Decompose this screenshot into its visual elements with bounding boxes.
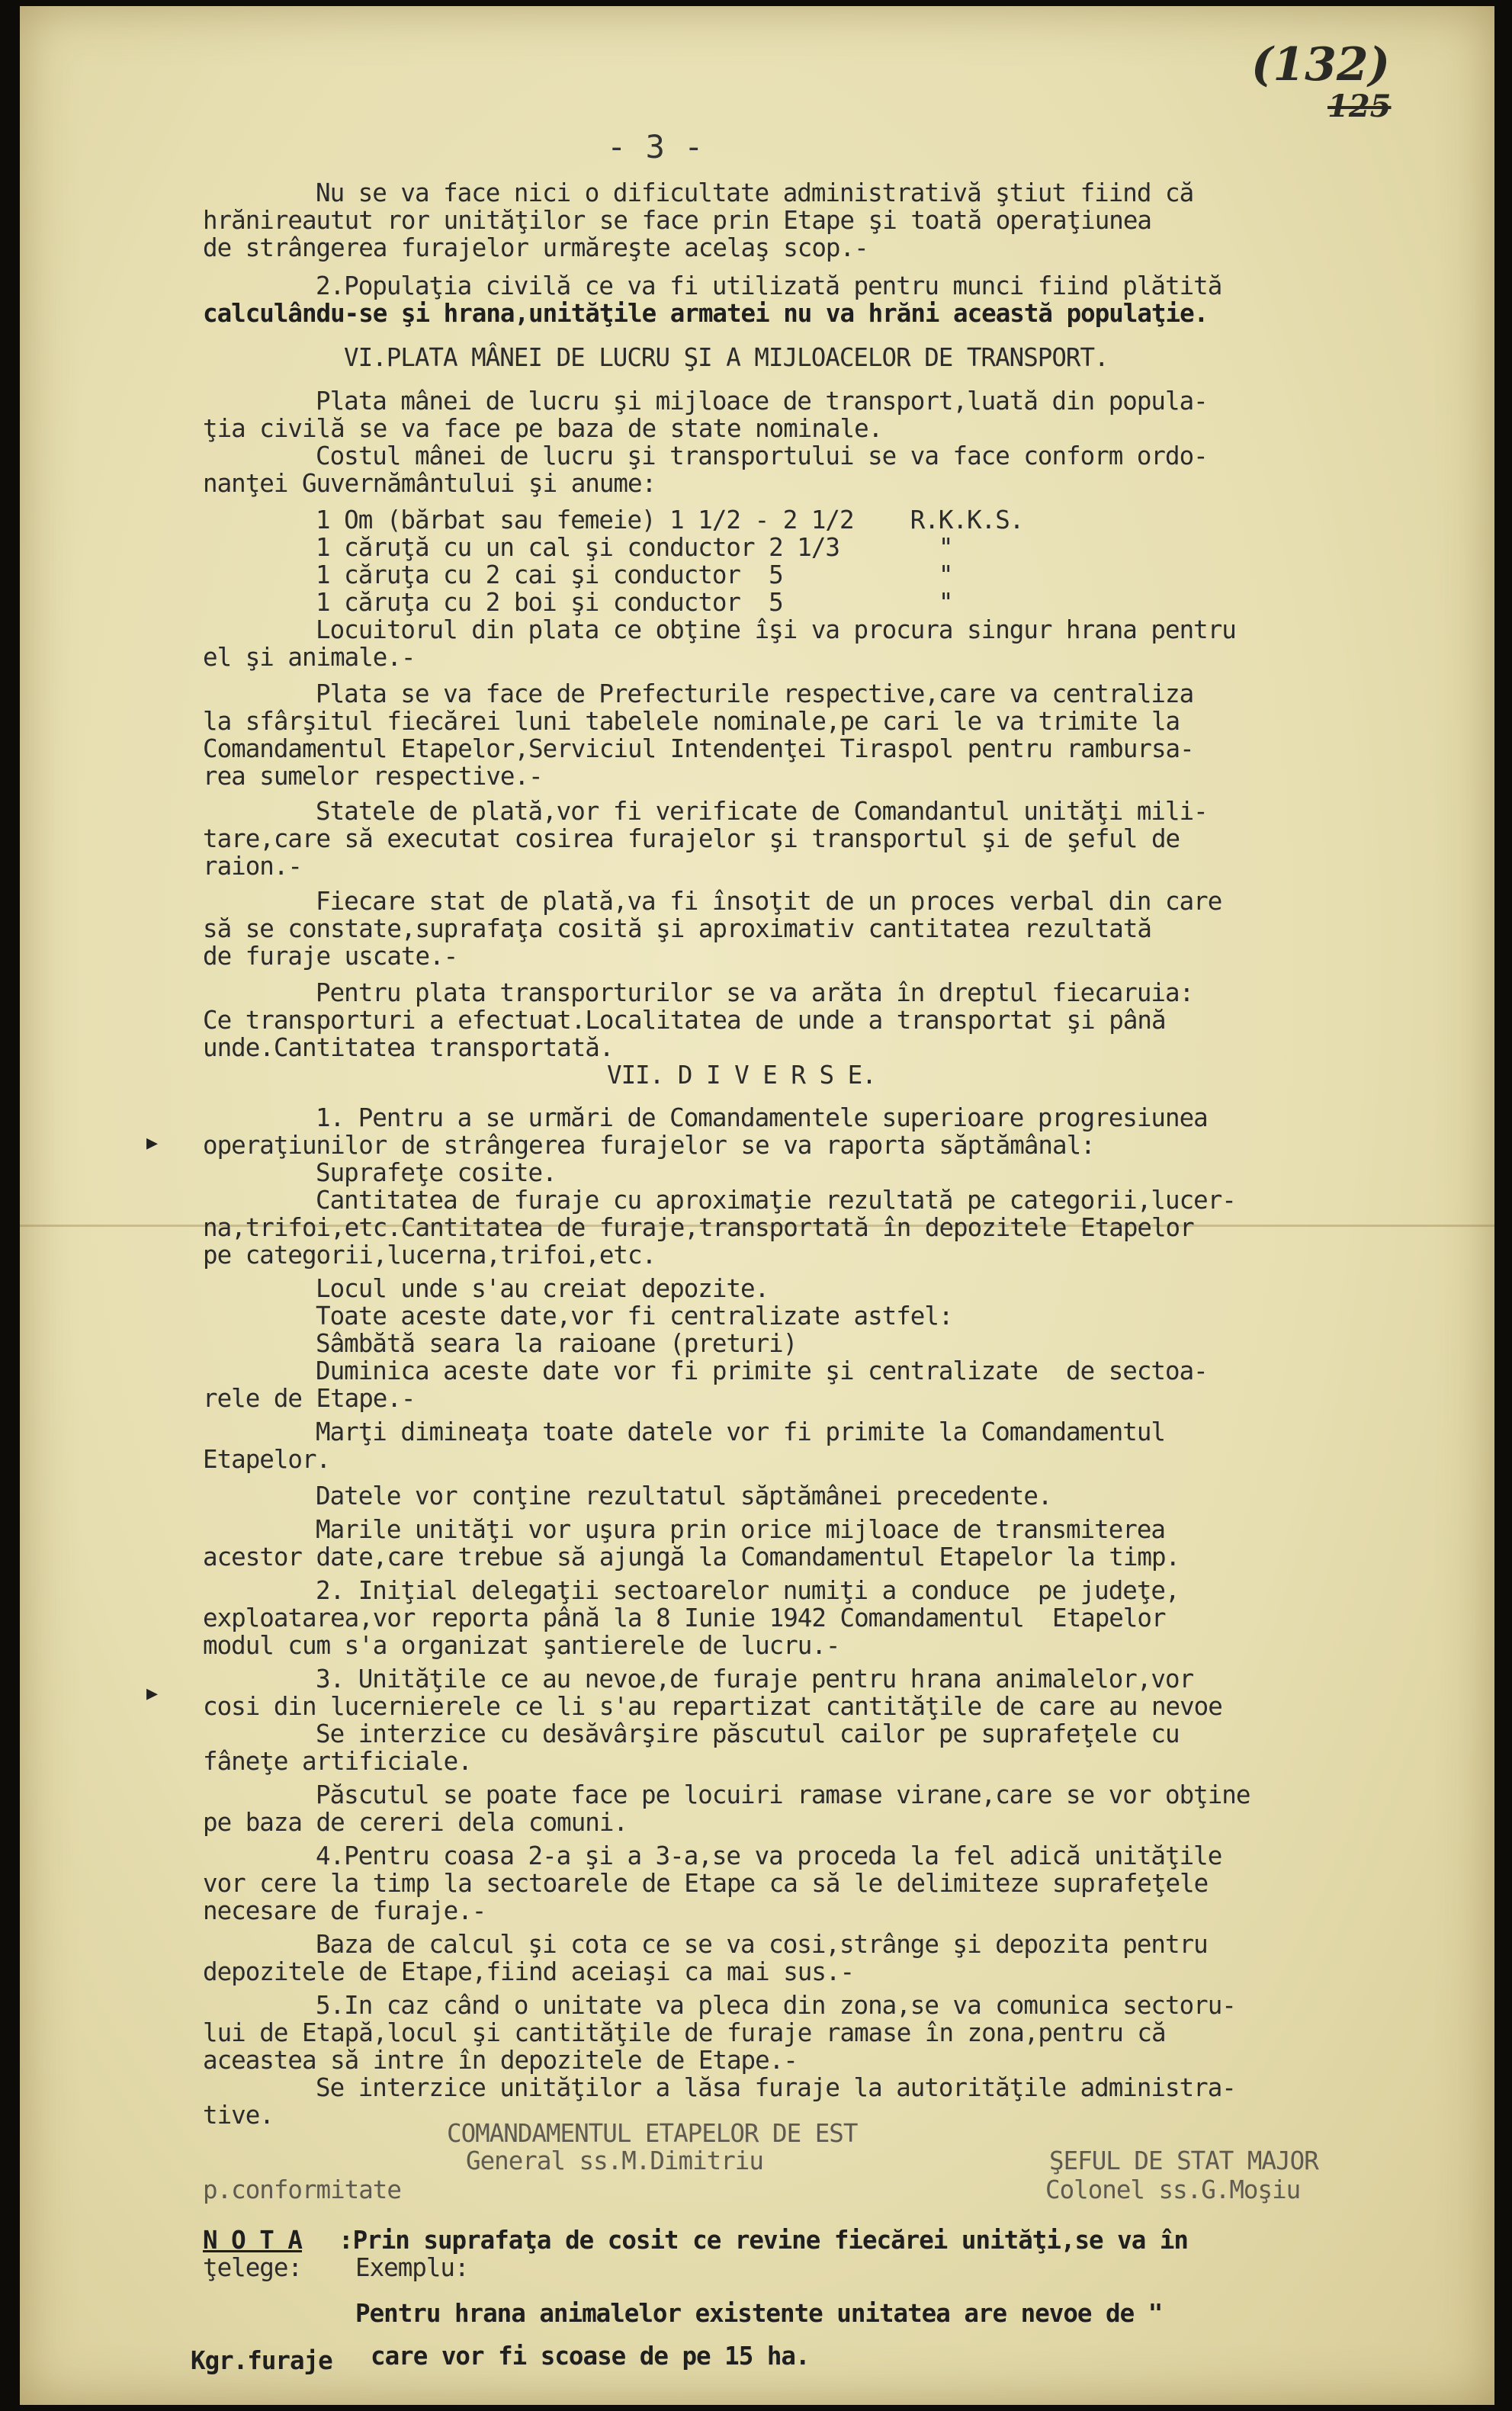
text-line: Locuitorul din plata ce obţine îşi va procura singur hrana pentru xyxy=(316,615,1236,644)
text-line: lui de Etapă,locul şi cantităţile de furaje ramase în zona,pentru că xyxy=(203,2018,1166,2047)
text-line: 5.In caz când o unitate va pleca din zona,se va comunica sectoru- xyxy=(316,1991,1236,2020)
page-number: - 3 - xyxy=(607,128,704,165)
text-line: ţelege: xyxy=(203,2253,302,2282)
text-line: hrănireautut ror unităţilor se face prin Etape şi toată operaţiunea xyxy=(203,206,1151,235)
text-line: na,trifoi,etc.Cantitatea de furaje,transportată în depozitele Etapelor xyxy=(203,1213,1194,1242)
text-line: Se interzice cu desăvârşire păscutul cailor pe suprafeţele cu xyxy=(316,1719,1180,1748)
text-line: Exemplu: xyxy=(355,2253,469,2282)
text-line: Marţi dimineaţa toate datele vor fi primite la Comandamentul xyxy=(316,1417,1165,1446)
text-line: Statele de plată,vor fi verificate de Comandantul unităţi mili- xyxy=(316,797,1208,826)
text-line: unde.Cantitatea transportată. xyxy=(203,1033,614,1062)
signature-label: p.conformitate xyxy=(203,2175,401,2204)
text-line: la sfârşitul fiecărei luni tabelele nominale,pe cari le va trimite la xyxy=(203,707,1180,736)
text-line: acestor date,care trebue să ajungă la Comandamentul Etapelor la timp. xyxy=(203,1543,1180,1571)
text-line: Comandamentul Etapelor,Serviciul Intendenţei Tiraspol pentru rambursa- xyxy=(203,734,1194,763)
text-line: Ce transporturi a efectuat.Localitatea de unde a transportat şi până xyxy=(203,1006,1166,1035)
text-line: exploatarea,vor reporta până la 8 Iunie 1942 Comandamentul Etapelor xyxy=(203,1604,1166,1632)
text-line: Toate aceste date,vor fi centralizate astfel: xyxy=(316,1302,953,1331)
text-line: tare,care să executat cosirea furajelor şi transportul şi de şeful de xyxy=(203,824,1180,853)
text-line: depozitele de Etape,fiind aceiaşi ca mai sus.- xyxy=(203,1957,855,1986)
text-line: 1 căruţa cu 2 boi şi conductor 5 " xyxy=(316,588,953,617)
text-line: rele de Etape.- xyxy=(203,1384,416,1413)
text-line: Sâmbătă seara la raioane (preturi) xyxy=(316,1329,798,1358)
text-line: care vor fi scoase de pe 15 ha. xyxy=(371,2342,810,2371)
text-line: să se constate,suprafaţa cosită şi aproximativ cantitatea rezultată xyxy=(203,914,1151,943)
text-line: Datele vor conţine rezultatul săptămânei precedente. xyxy=(316,1482,1052,1510)
text-line: de furaje uscate.- xyxy=(203,942,458,971)
text-line: Nu se va face nici o dificultate administrativă ştiut fiind că xyxy=(316,178,1194,207)
text-line: cosi din lucernierele ce li s'au repartizat cantităţile de care au nevoe xyxy=(203,1692,1222,1721)
signature-name: General ss.M.Dimitriu xyxy=(466,2146,763,2175)
signature-block-title: ŞEFUL DE STAT MAJOR xyxy=(1049,2146,1318,2175)
text-line: Suprafeţe cosite. xyxy=(316,1158,557,1187)
text-line: Pentru hrana animalelor existente unitatea are nevoe de " xyxy=(355,2299,1163,2328)
text-line: ţia civilă se va face pe baza de state nominale. xyxy=(203,414,883,443)
text-line: raion.- xyxy=(203,852,302,881)
text-line: Baza de calcul şi cota ce se va cosi,strânge şi depozita pentru xyxy=(316,1930,1208,1959)
text-line: fâneţe artificiale. xyxy=(203,1747,472,1776)
signature-block-title: COMANDAMENTUL ETAPELOR DE EST xyxy=(447,2119,858,2148)
text-line: de strângerea furajelor urmăreşte acelaş scop.- xyxy=(203,233,868,262)
text-line: nanţei Guvernământului şi anume: xyxy=(203,469,656,498)
section-heading: VI.PLATA MÂNEI DE LUCRU ŞI A MIJLOACELOR DE TRANSPORT. xyxy=(344,343,1109,372)
text-line: aceastea să intre în depozitele de Etape.- xyxy=(203,2046,798,2075)
text-line: operaţiunilor de strângerea furajelor se va raporta săptămânal: xyxy=(203,1131,1095,1160)
text-line: calculându-se şi hrana,unităţile armatei nu va hrăni această populaţie. xyxy=(203,299,1209,328)
margin-mark: ▸ xyxy=(146,1129,159,1156)
document-page xyxy=(20,6,1494,2405)
text-line: Kgr.furaje xyxy=(191,2346,332,2375)
text-line: Marile unităţi vor uşura prin orice mijloace de transmiterea xyxy=(316,1515,1165,1544)
archive-folio-stamp: (132) xyxy=(1251,38,1391,91)
margin-mark: ▸ xyxy=(146,1680,159,1706)
text-line: 3. Unităţile ce au nevoe,de furaje pentru hrana animalelor,vor xyxy=(316,1665,1194,1693)
text-line: 1 Om (bărbat sau femeie) 1 1/2 - 2 1/2 R.K.K.S. xyxy=(316,506,1024,535)
text-line: 2.Populaţia civilă ce va fi utilizată pentru munci fiind plătită xyxy=(316,271,1222,300)
text-line: 1 căruţă cu un cal şi conductor 2 1/3 " xyxy=(316,533,953,562)
text-line: pe baza de cereri dela comuni. xyxy=(203,1808,628,1837)
text-line: el şi animale.- xyxy=(203,643,416,672)
text-line: 1 căruţa cu 2 cai şi conductor 5 " xyxy=(316,560,953,589)
text-line: Etapelor. xyxy=(203,1445,331,1474)
text-line: Se interzice unităţilor a lăsa furaje la autorităţile administra- xyxy=(316,2073,1236,2102)
archive-folio-stamp-old: 125 xyxy=(1327,88,1392,124)
signature-name: Colonel ss.G.Moşiu xyxy=(1045,2175,1301,2204)
text-line: modul cum s'a organizat şantierele de lucru.- xyxy=(203,1631,840,1660)
text-line: 4.Pentru coasa 2-a şi a 3-a,se va proceda la fel adică unităţile xyxy=(316,1841,1222,1870)
text-line: Pentru plata transporturilor se va arăta în dreptul fiecaruia: xyxy=(316,978,1194,1007)
text-line: Plata se va face de Prefecturile respective,care va centraliza xyxy=(316,679,1194,708)
text-line: Duminica aceste date vor fi primite şi centralizate de sectoa- xyxy=(316,1356,1208,1385)
section-heading: VII. D I V E R S E. xyxy=(607,1061,876,1090)
text-line: Locul unde s'au creiat depozite. xyxy=(316,1274,769,1303)
text-line: vor cere la timp la sectoarele de Etape ca să le delimiteze suprafeţele xyxy=(203,1869,1209,1898)
text-line: Cantitatea de furaje cu aproximaţie rezultată pe categorii,lucer- xyxy=(316,1186,1236,1215)
text-line: Fiecare stat de plată,va fi însoţit de un proces verbal din care xyxy=(316,887,1222,916)
text-line: Plata mânei de lucru şi mijloace de transport,luată din popula- xyxy=(316,387,1208,416)
text-line: necesare de furaje.- xyxy=(203,1896,486,1925)
text-line: Costul mânei de lucru şi transportului se va face conform ordo- xyxy=(316,441,1208,470)
text-line: rea sumelor respective.- xyxy=(203,762,543,791)
text-line: pe categorii,lucerna,trifoi,etc. xyxy=(203,1241,656,1270)
text-line: tive. xyxy=(203,2101,274,2130)
text-line: 1. Pentru a se urmări de Comandamentele superioare progresiunea xyxy=(316,1103,1208,1132)
note-heading: N O T A xyxy=(203,2226,302,2255)
text-line: 2. Iniţial delegaţii sectoarelor numiţi a conduce pe judeţe, xyxy=(316,1576,1180,1605)
text-line: Păscutul se poate face pe locuiri ramase virane,care se vor obţine xyxy=(316,1780,1250,1809)
text-line: :Prin suprafaţa de cosit ce revine fiecărei unităţi,se va în xyxy=(339,2226,1188,2255)
